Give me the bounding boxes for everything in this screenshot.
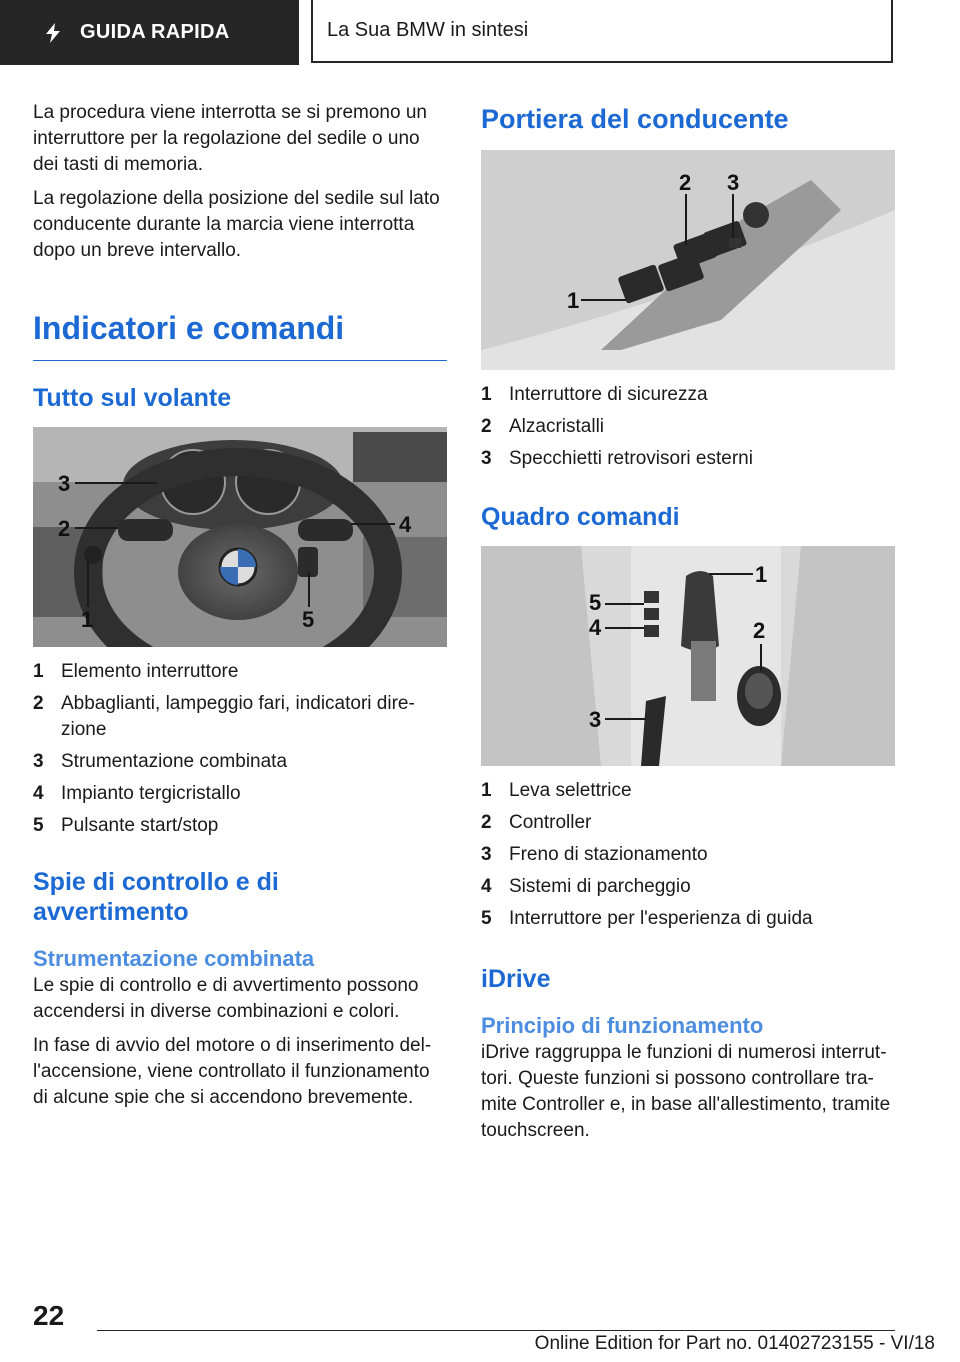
figure-callout: 2 bbox=[58, 516, 71, 541]
section-tab-label: GUIDA RAPIDA bbox=[80, 21, 230, 43]
minor-heading: Principio di funzionamento bbox=[481, 1013, 764, 1038]
subsection-heading: iDrive bbox=[481, 965, 551, 993]
console-legend bbox=[481, 778, 895, 932]
list-item: 1 Leva selettrice bbox=[481, 780, 632, 801]
figure-callout: 4 bbox=[589, 615, 602, 640]
edition-footer: Online Edition for Part no. 01402723155 - VI/18 bbox=[534, 1333, 935, 1354]
section-tab[interactable] bbox=[0, 0, 299, 65]
figure-callout: 2 bbox=[679, 170, 692, 195]
subsection-heading: Tutto sul volante bbox=[33, 384, 232, 412]
figure-callout: 3 bbox=[589, 707, 602, 732]
figure-callout: 1 bbox=[81, 607, 94, 632]
paragraph: In fase di avvio del motore o di inserimento del-l'accensione, viene controllato il funzionamento di alcune spie che si accendono brevemente. bbox=[33, 1035, 432, 1108]
chapter-tab[interactable] bbox=[311, 0, 893, 63]
list-item: 3 Strumentazione combinata bbox=[33, 751, 288, 772]
subsection-heading: Portiera del conducente bbox=[481, 104, 789, 134]
list-item: 2 Alzacristalli bbox=[481, 416, 605, 437]
figure-callout: 5 bbox=[302, 607, 315, 632]
right-column bbox=[481, 100, 895, 1152]
list-item: 1 Elemento interruttore bbox=[33, 661, 239, 682]
chapter-tab-label: La Sua BMW in sintesi bbox=[327, 19, 529, 41]
footer-rule bbox=[97, 1330, 895, 1331]
figure-callout: 1 bbox=[755, 562, 768, 587]
list-item: 3 Specchietti retrovisori esterni bbox=[481, 448, 753, 469]
list-item: 2 Abbaglianti, lampeggio fari, indicatori dire-zione bbox=[33, 693, 415, 740]
steering-wheel-figure bbox=[33, 427, 447, 647]
door-legend bbox=[481, 382, 895, 472]
lightning-icon bbox=[40, 20, 66, 46]
list-item: 5 Interruttore per l'esperienza di guida bbox=[481, 908, 813, 929]
paragraph: La regolazione della posizione del sedile sul lato conducente durante la marcia viene interrotta dopo un breve intervallo. bbox=[33, 188, 440, 261]
list-item: 2 Controller bbox=[481, 812, 592, 833]
figure-callout: 1 bbox=[567, 288, 580, 313]
figure-callout: 3 bbox=[727, 170, 740, 195]
figure-callout: 3 bbox=[58, 471, 71, 496]
steering-legend bbox=[33, 659, 447, 839]
list-item: 4 Impianto tergicristallo bbox=[33, 783, 241, 804]
subsection-heading: Spie di controllo e di avvertimento bbox=[33, 868, 279, 926]
page-number: 22 bbox=[33, 1300, 65, 1331]
left-column bbox=[33, 100, 447, 1119]
paragraph: La procedura viene interrotta se si premono un interruttore per la regolazione del sedile o uno dei tasti di memoria. bbox=[33, 102, 427, 175]
driver-door-figure bbox=[481, 150, 895, 370]
figure-callout: 4 bbox=[399, 512, 412, 537]
list-item: 4 Sistemi di parcheggio bbox=[481, 876, 691, 897]
figure-callout: 5 bbox=[589, 590, 602, 615]
list-item: 3 Freno di stazionamento bbox=[481, 844, 708, 865]
section-heading: Indicatori e comandi bbox=[33, 310, 345, 346]
subsection-heading: Quadro comandi bbox=[481, 503, 680, 531]
paragraph: iDrive raggruppa le funzioni di numerosi interrut-tori. Queste funzioni si possono controllare tra-mite Controller e, in base all'allestimento, tramite touchscreen. bbox=[481, 1042, 891, 1141]
center-console-figure bbox=[481, 546, 895, 766]
list-item: 5 Pulsante start/stop bbox=[33, 815, 219, 836]
figure-callout: 2 bbox=[753, 618, 766, 643]
minor-heading: Strumentazione combinata bbox=[33, 946, 315, 971]
list-item: 1 Interruttore di sicurezza bbox=[481, 384, 708, 405]
paragraph: Le spie di controllo e di avvertimento possono accendersi in diverse combinazioni e colori. bbox=[33, 975, 419, 1022]
